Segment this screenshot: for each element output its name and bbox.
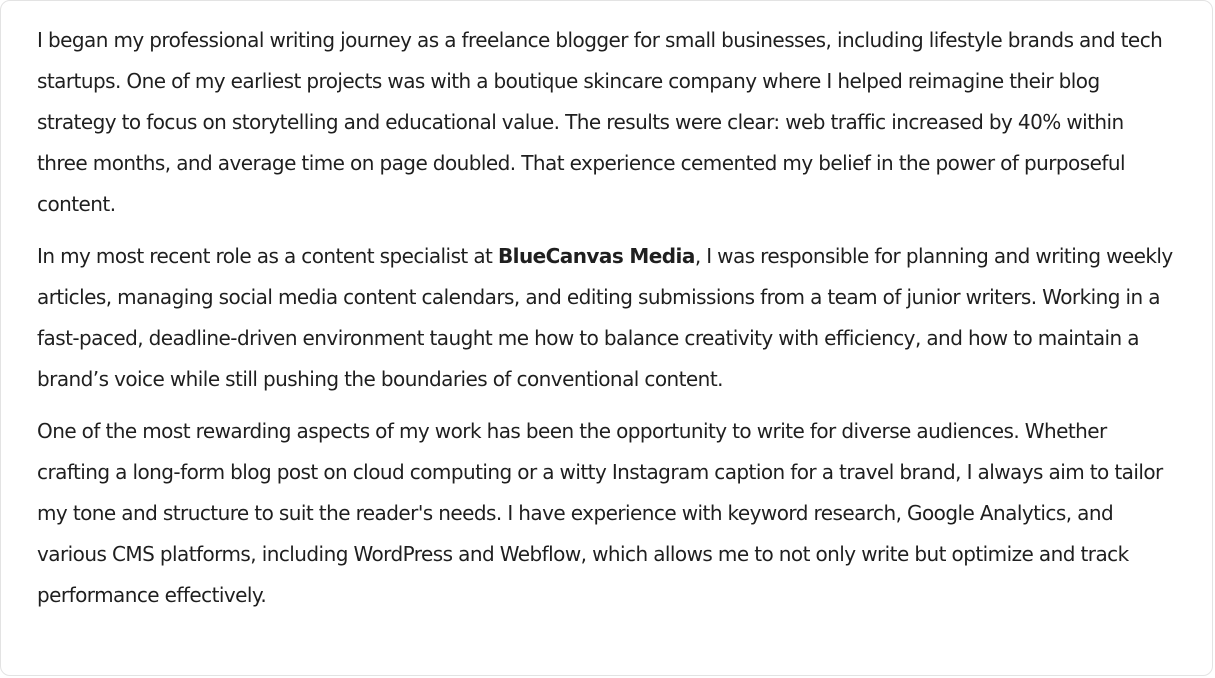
- paragraph-diverse-audiences: One of the most rewarding aspects of my work has been the opportunity to write for diverse audiences. Whether crafting a long-form blog post on cloud computing or a witty Instagram caption for a travel brand, I always aim to tailor my tone and structure to suit the reader's needs. I have experience with keyword research, Google Analytics, and various CMS platforms, including WordPress and Webflow, which allows me to not only write but optimize and track performance effectively.: [37, 419, 1163, 607]
- paragraph-freelance-background: I began my professional writing journey as a freelance blogger for small businesses, including lifestyle brands and tech startups. One of my earliest projects was with a boutique skincare company where I helped reimagine their blog strategy to focus on storytelling and educational value. The results were clear: web traffic increased by 40% within three months, and average time on page doubled. That experience cemented my belief in the power of purposeful content.: [37, 28, 1163, 216]
- paragraph-recent-role-body: , I was responsible for planning and writing weekly articles, managing social media content calendars, and editing submissions from a team of junior writers. Working in a fast-paced, deadline-driven environment taught me how to balance creativity with efficiency, and how to maintain a brand’s voice while still pushing the boundaries of conventional content.: [37, 244, 1173, 391]
- paragraph-recent-role-intro: In my most recent role as a content specialist at: [37, 244, 498, 268]
- paragraph-recent-role: [37, 236, 1176, 400]
- company-name: BlueCanvas Media: [497, 244, 695, 268]
